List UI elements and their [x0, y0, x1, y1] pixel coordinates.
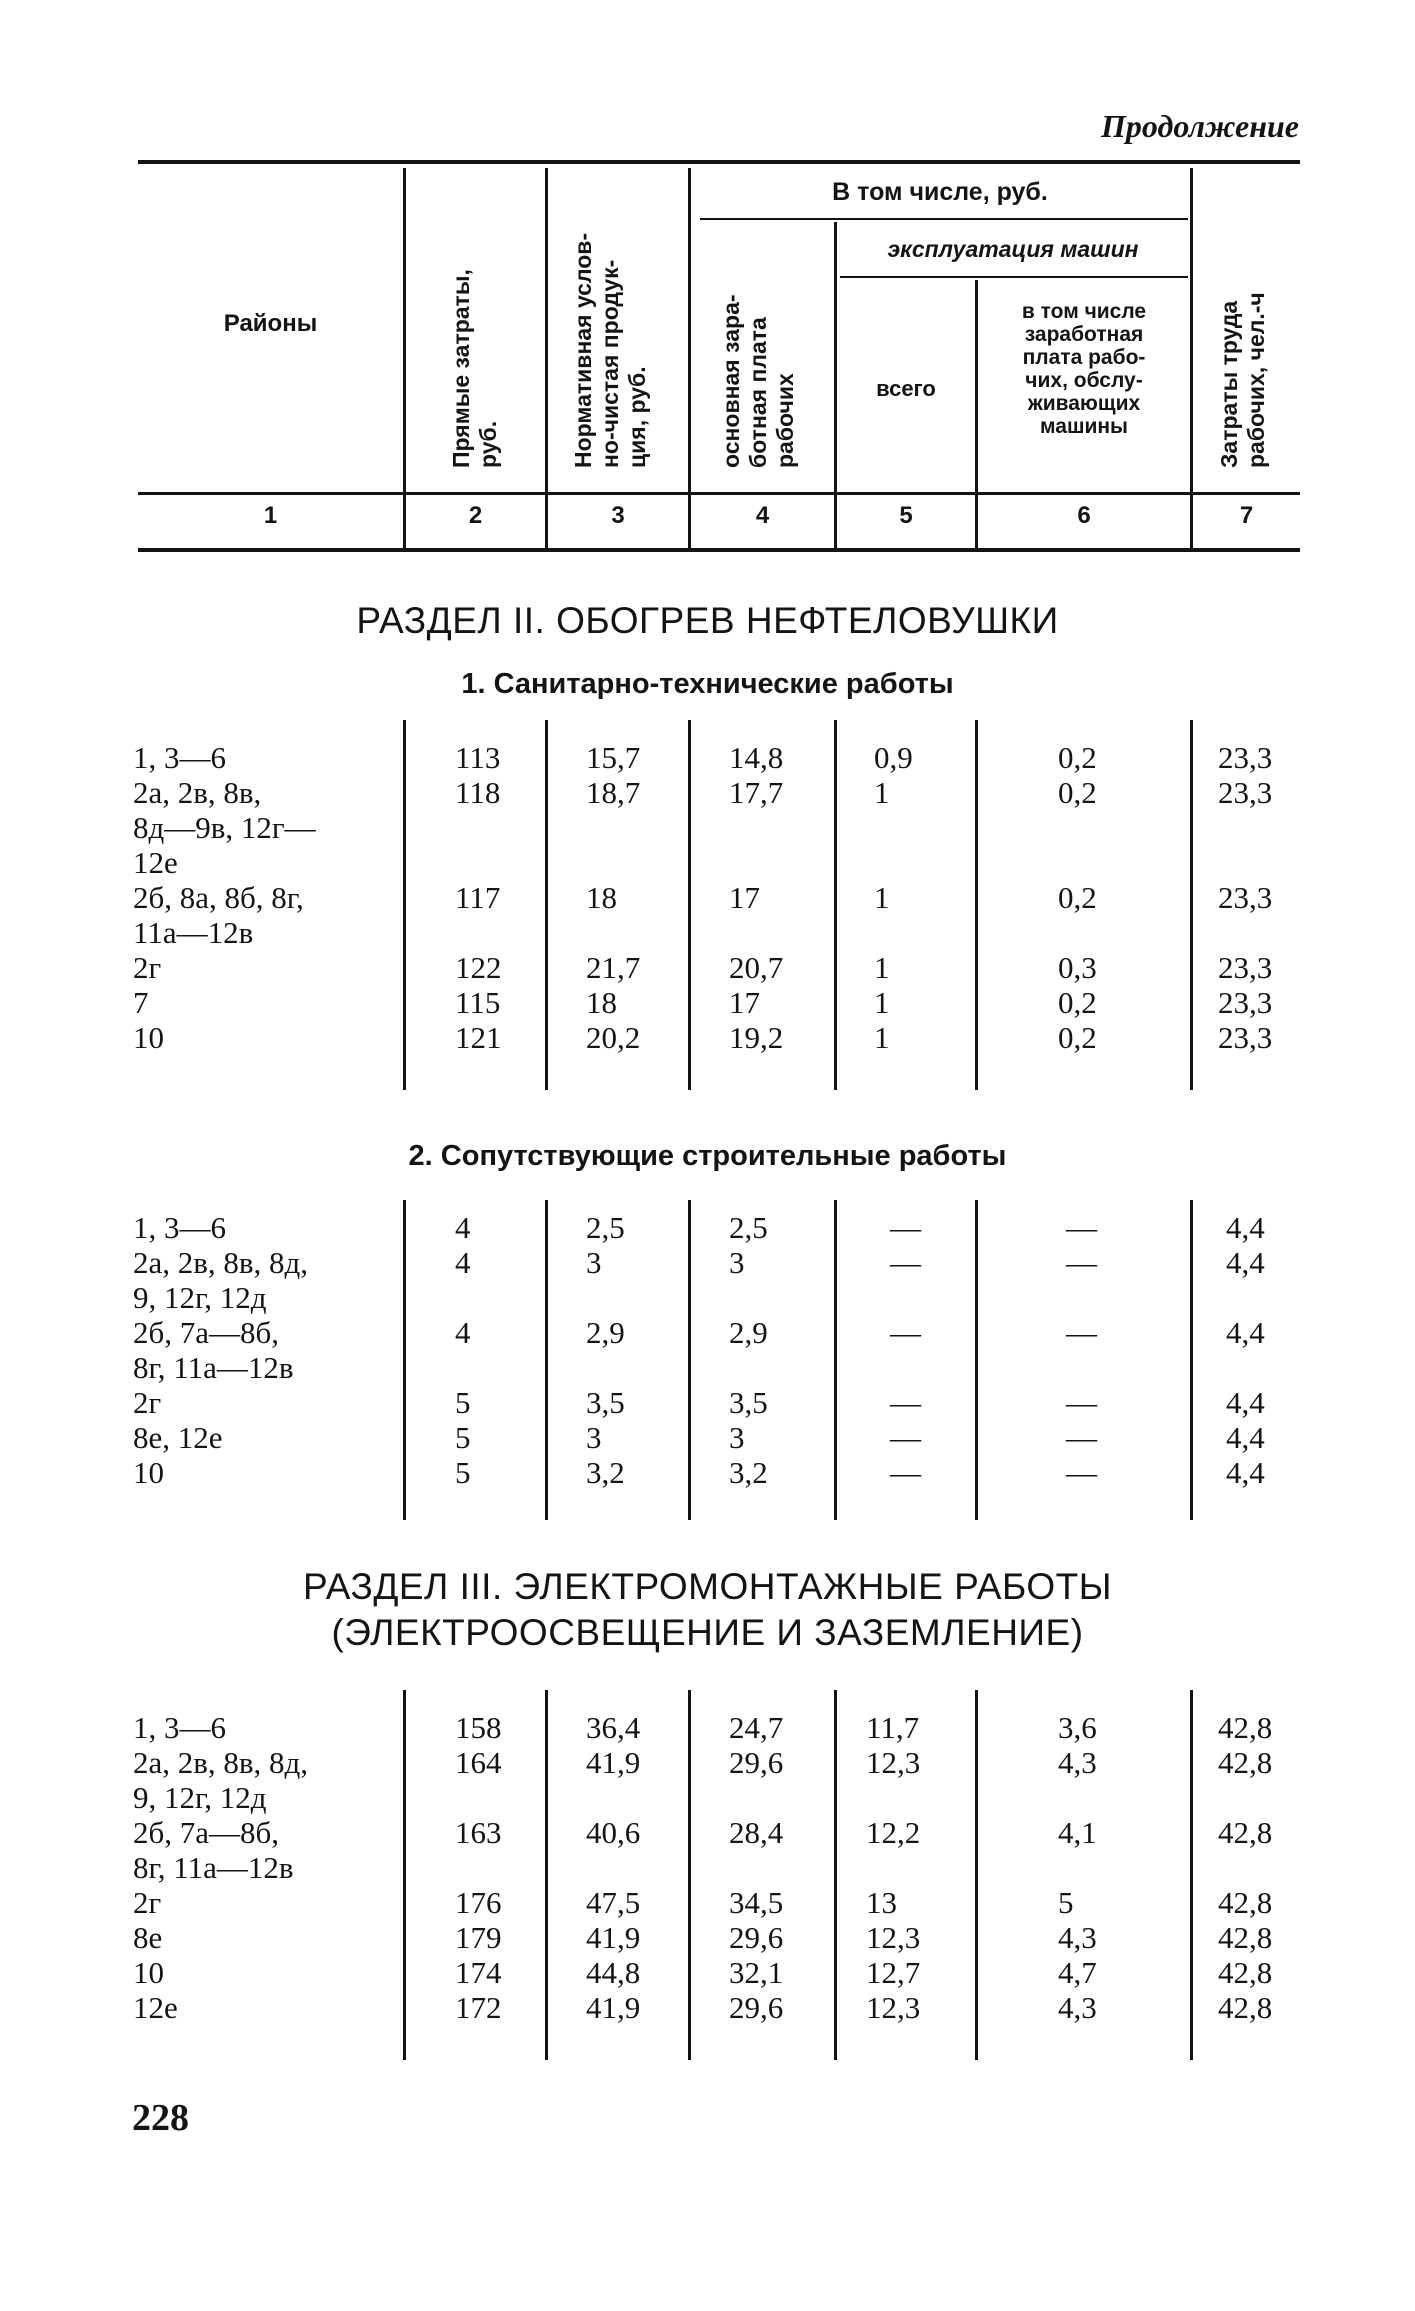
subgroup-rule [840, 276, 1188, 278]
section-2-sub2-title: 2. Сопутствующие строительные работы [408, 1140, 1007, 1172]
header-number-rule [138, 548, 1300, 552]
header-total: всего [876, 376, 936, 401]
top-rule [138, 160, 1300, 164]
header-group-incl: В том числе, руб. [832, 178, 1048, 206]
header-labor-costs: Затраты труда рабочих, чел.-ч [1216, 292, 1269, 468]
continuation-label: Продолжение [1101, 108, 1299, 144]
header-direct-costs: Прямые затраты, руб. [448, 269, 501, 468]
section-2-sub2-table: 1, 3—6 4 2,5 2,5 — — 4,4 2а, 2в, 8в, 8д, 9, 12г, 12д 4 3 3 — — 4,4 2б, 7а—8б, 8г, 11а—12в 4 2,9 2,9 — — 4,4 2г 5 3,5 3,5 — — 4,4 8е, 12е 5 3 3 — — 4,4 10 5 3,2 3,2 — — 4,4 [0, 1200, 1415, 1520]
section-3-table: 1, 3—6 158 36,4 24,7 11,7 3,6 42,8 2а, 2в, 8в, 8д, 9, 12г, 12д 164 41,9 29,6 12,3 4,3 42,8 2б, 7а—8б, 8г, 11а—12в 163 40,6 28,4 12,2 4,1 42,8 2г 176 47,5 34,5 13 5 42,8 8е 179 41,9 29,6 12,3 4,3 42,8 10 174 44,8 32,1 12,7 4,7 42,8 12е 172 41,9 29,6 12,3 4,3 42,8 [0, 1690, 1415, 2060]
section-3-title-line1: РАЗДЕЛ III. ЭЛЕКТРОМОНТАЖНЫЕ РАБОТЫ [303, 1566, 1112, 1607]
section-2-title: РАЗДЕЛ II. ОБОГРЕВ НЕФТЕЛОВУШКИ [356, 600, 1059, 641]
header-machine-operation: эксплуатация машин [887, 236, 1139, 262]
section-2-sub1-title: 1. Санитарно-технические работы [461, 668, 954, 700]
group-rule [700, 218, 1188, 220]
page-number: 228 [132, 2097, 189, 2139]
header-normative-production: Нормативная услов- но-чистая продук- ция, руб. [570, 232, 650, 468]
section-3-title-line2: (ЭЛЕКТРООСВЕЩЕНИЕ И ЗАЗЕМЛЕНИЕ) [331, 1612, 1084, 1653]
header-bottom-rule [138, 492, 1300, 495]
header-regions: Районы [223, 310, 318, 337]
section-2-sub1-table: 1, 3—6 113 15,7 14,8 0,9 0,2 23,3 2а, 2в, 8в, 8д—9в, 12г— 12е 118 18,7 17,7 1 0,2 23,3 2б, 8а, 8б, 8г, 11а—12в 117 18 17 1 0,2 23,3 2г 122 21,7 20,7 1 0,3 23,3 7 115 18 17 1 0,2 23,3 10 121 20,2 19,2 1 0,2 23,3 [0, 720, 1415, 1090]
header-incl-wages: в том числе заработная плата рабо- чих, обслу- живающих машины [1021, 300, 1147, 438]
header-base-wages: основная зара- ботная плата рабочих [718, 294, 798, 468]
